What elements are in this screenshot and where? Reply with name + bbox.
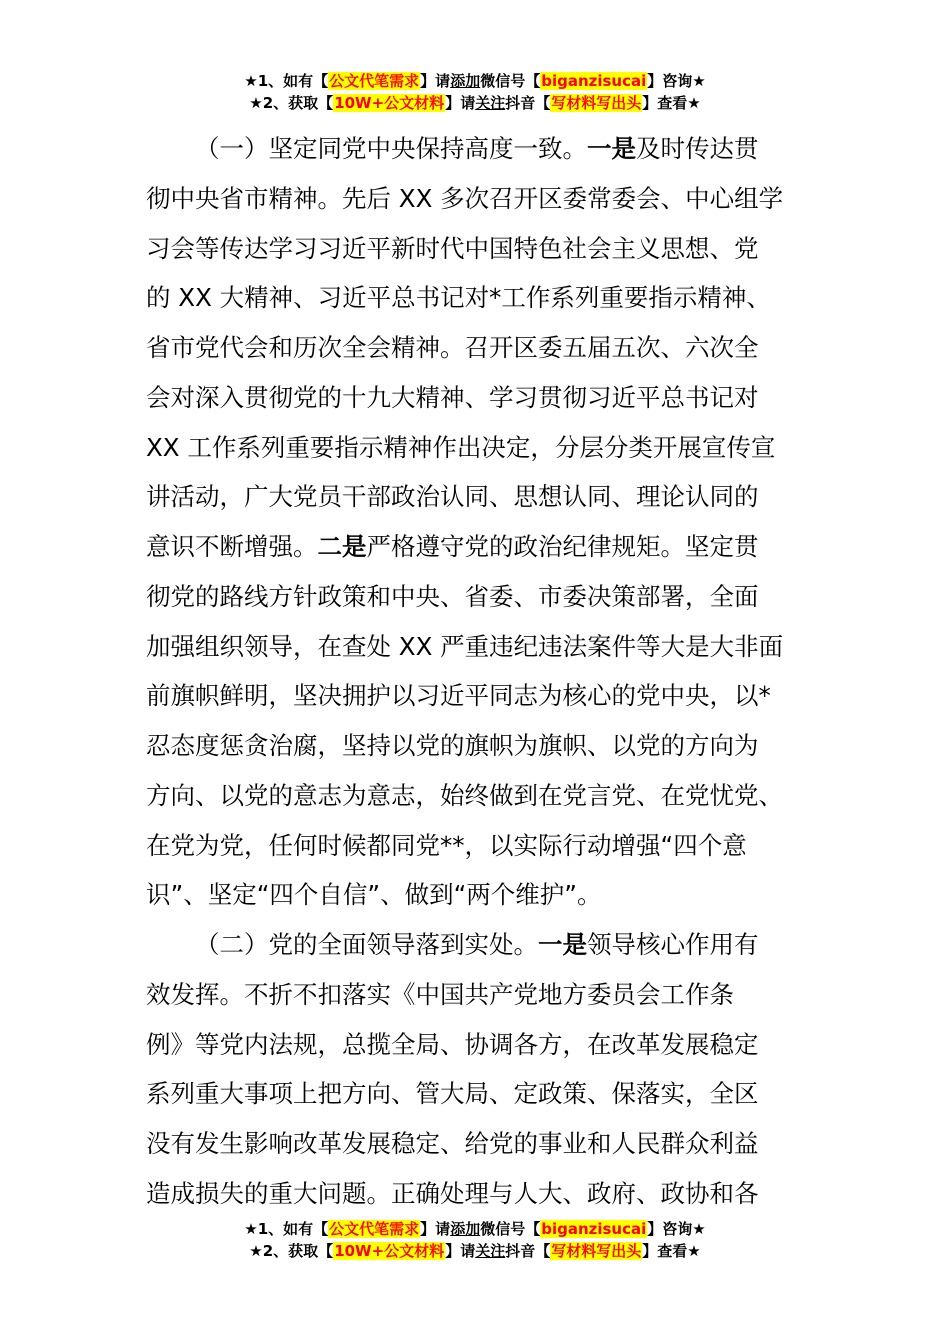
banner-line-2: ★2、获取【10W+公文材料】请关注抖音【写材料写出头】查看★ bbox=[249, 1242, 701, 1260]
body-line: 忍态度惩贪治腐，坚持以党的旗帜为旗帜、以党的方向为 bbox=[146, 731, 759, 760]
body-line: （一）坚定同党中央保持高度一致。一是及时传达贯 bbox=[195, 134, 759, 163]
highlight-douyin: 写材料写出头 bbox=[551, 1242, 642, 1260]
body-line: 彻中央省市精神。先后 XX 多次召开区委常委会、中心组学 bbox=[146, 183, 784, 213]
body-line: 识”、坚定“四个自信”、做到“两个维护”。 bbox=[146, 880, 602, 910]
body-line: 在党为党，任何时候都同党**，以实际行动增强“四个意 bbox=[146, 830, 747, 860]
body-line: 效发挥。不折不扣落实《中国共产党地方委员会工作条 bbox=[146, 979, 734, 1009]
body-line: 前旗帜鲜明，坚决拥护以习近平同志为核心的党中央，以* bbox=[146, 681, 771, 711]
highlight-douyin: 写材料写出头 bbox=[551, 94, 642, 112]
header-banner bbox=[0, 70, 950, 114]
highlight-materials: 10W+公文材料 bbox=[334, 1242, 445, 1260]
body-line: 例》等党内法规，总揽全局、协调各方，在改革发展稳定 bbox=[146, 1029, 759, 1059]
banner-line-1: ★1、如有【公文代笔需求】请添加微信号【biganzisucai】咨询★ bbox=[244, 72, 706, 90]
body-line: 造成损失的重大问题。正确处理与人大、政府、政协和各 bbox=[146, 1178, 759, 1208]
footer-banner bbox=[0, 1218, 950, 1262]
body-line: 彻党的路线方针政策和中央、省委、市委决策部署，全面 bbox=[146, 581, 759, 611]
body-line: 加强组织领导，在查处 XX 严重违纪违法案件等大是大非面 bbox=[146, 631, 784, 661]
banner-line-1: ★1、如有【公文代笔需求】请添加微信号【biganzisucai】咨询★ bbox=[244, 1220, 706, 1238]
highlight-service: 公文代笔需求 bbox=[329, 1220, 420, 1238]
body-line: 习会等传达学习习近平新时代中国特色社会主义思想、党 bbox=[146, 233, 759, 263]
body-line: 意识不断增强。二是严格遵守党的政治纪律规矩。坚定贯 bbox=[146, 532, 759, 561]
body-line: （二）党的全面领导落到实处。一是领导核心作用有 bbox=[195, 930, 759, 959]
document-body bbox=[146, 124, 806, 1219]
highlight-materials: 10W+公文材料 bbox=[334, 94, 445, 112]
body-line: 的 XX 大精神、习近平总书记对*工作系列重要指示精神、 bbox=[146, 283, 771, 313]
highlight-wechat-id: biganzisucai bbox=[541, 1220, 647, 1238]
banner-line-2: ★2、获取【10W+公文材料】请关注抖音【写材料写出头】查看★ bbox=[249, 94, 701, 112]
body-line: 没有发生影响改革发展稳定、给党的事业和人民群众利益 bbox=[146, 1129, 759, 1158]
body-line: XX 工作系列重要指示精神作出决定，分层分类开展宣传宣 bbox=[146, 432, 776, 462]
body-line: 讲活动，广大党员干部政治认同、思想认同、理论认同的 bbox=[146, 482, 759, 512]
body-line: 系列重大事项上把方向、管大局、定政策、保落实，全区 bbox=[146, 1079, 759, 1109]
body-line: 方向、以党的意志为意志，始终做到在党言党、在党忧党、 bbox=[146, 780, 783, 810]
body-line: 省市党代会和历次全会精神。召开区委五届五次、六次全 bbox=[146, 333, 759, 362]
highlight-wechat-id: biganzisucai bbox=[541, 72, 647, 90]
body-line: 会对深入贯彻党的十九大精神、学习贯彻习近平总书记对 bbox=[146, 382, 759, 412]
highlight-service: 公文代笔需求 bbox=[329, 72, 420, 90]
